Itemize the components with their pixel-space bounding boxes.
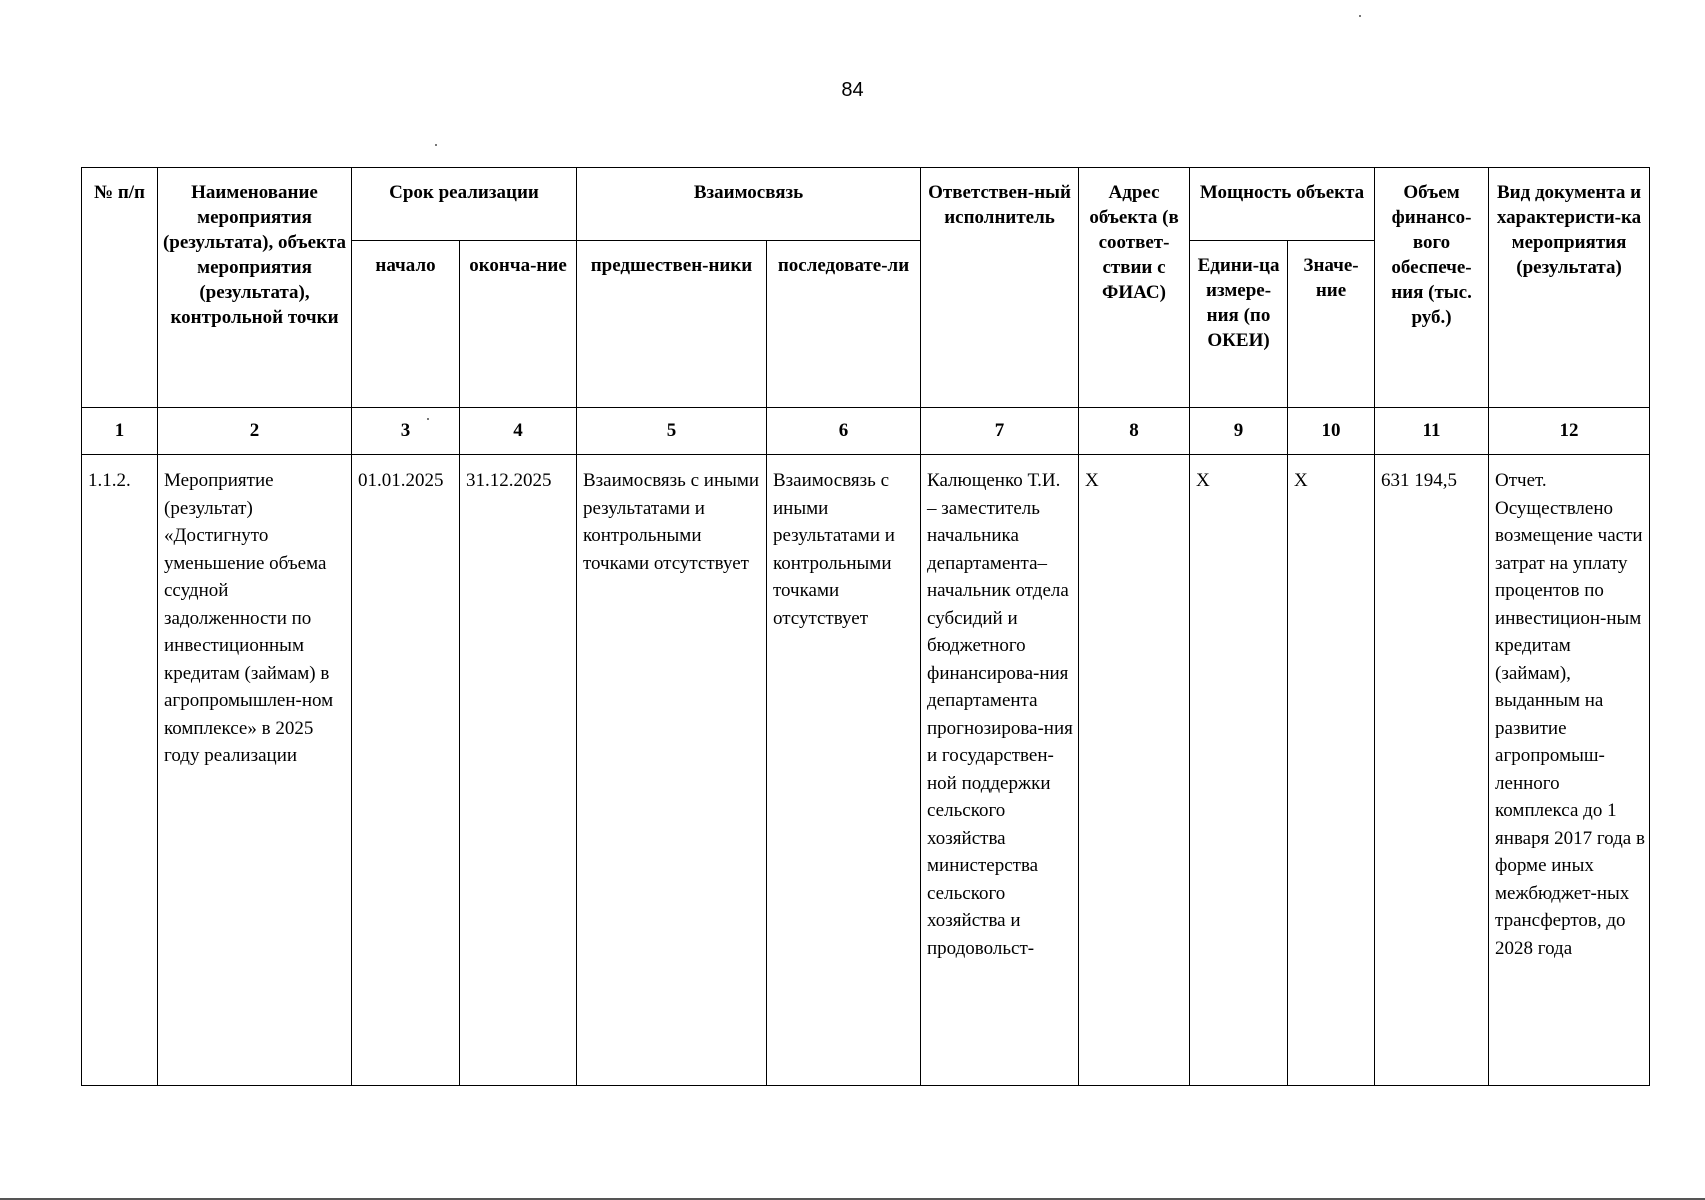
column-number: 7 bbox=[921, 408, 1079, 455]
table-row bbox=[82, 455, 1650, 1086]
header-capacity-value: Значе-ние bbox=[1288, 241, 1375, 408]
column-number: 8 bbox=[1079, 408, 1190, 455]
implementation-plan-table bbox=[81, 167, 1650, 1086]
header-address: Адрес объекта (в соответ-ствии с ФИАС) bbox=[1079, 168, 1190, 408]
header-period-start: начало bbox=[352, 241, 460, 408]
row-name: Мероприятие (результат) «Достигнуто уменьшение объема ссудной задолженности по инвестиционным кредитам (займам) в агропромышлен-ном комплексе» в 2025 году реализации bbox=[158, 455, 352, 1086]
row-successors: Взаимосвязь с иными результатами и контрольными точками отсутствует bbox=[767, 455, 921, 1086]
row-predecessors: Взаимосвязь с иными результатами и контрольными точками отсутствует bbox=[577, 455, 767, 1086]
header-funding: Объем финансо-вого обеспече-ния (тыс. руб.) bbox=[1375, 168, 1489, 408]
header-name: Наименование мероприятия (результата), объекта мероприятия (результата), контрольной точки bbox=[158, 168, 352, 408]
row-responsible: Калющенко Т.И. – заместитель начальника департамента–начальник отдела субсидий и бюджетного финансирова-ния департамента прогнозирова-ния и государствен-ной поддержки сельского хозяйства министерства сельского хозяйства и продовольст- bbox=[921, 455, 1079, 1086]
header-period: Срок реализации bbox=[352, 168, 577, 241]
scan-speck bbox=[1359, 15, 1361, 17]
row-funding: 631 194,5 bbox=[1375, 455, 1489, 1086]
row-unit: X bbox=[1190, 455, 1288, 1086]
row-end-date: 31.12.2025 bbox=[460, 455, 577, 1086]
row-start-date: 01.01.2025 bbox=[352, 455, 460, 1086]
header-capacity: Мощность объекта bbox=[1190, 168, 1375, 241]
scan-speck bbox=[435, 144, 437, 146]
header-relation: Взаимосвязь bbox=[577, 168, 921, 241]
column-number: 3 bbox=[352, 408, 460, 455]
row-doc-type: Отчет. Осуществлено возмещение части затрат на уплату процентов по инвестицион-ным кредитам (займам), выданным на развитие агропромыш-ленного комплекса до 1 января 2017 года в форме иных межбюджет-ных трансфертов, до 2028 года bbox=[1489, 455, 1650, 1086]
header-responsible: Ответствен-ный исполнитель bbox=[921, 168, 1079, 408]
header-relation-next: последовате-ли bbox=[767, 241, 921, 408]
header-period-end: оконча-ние bbox=[460, 241, 577, 408]
row-num: 1.1.2. bbox=[82, 455, 158, 1086]
column-number: 5 bbox=[577, 408, 767, 455]
row-value: X bbox=[1288, 455, 1375, 1086]
column-number: 9 bbox=[1190, 408, 1288, 455]
column-number: 6 bbox=[767, 408, 921, 455]
column-number: 4 bbox=[460, 408, 577, 455]
header-capacity-unit: Едини-ца измере-ния (по ОКЕИ) bbox=[1190, 241, 1288, 408]
row-address: X bbox=[1079, 455, 1190, 1086]
column-number: 1 bbox=[82, 408, 158, 455]
column-number: 11 bbox=[1375, 408, 1489, 455]
header-doc-type: Вид документа и характеристи-ка мероприятия (результата) bbox=[1489, 168, 1650, 408]
table-header-row bbox=[82, 168, 1650, 241]
column-number: 12 bbox=[1489, 408, 1650, 455]
header-relation-prev: предшествен-ники bbox=[577, 241, 767, 408]
header-num: № п/п bbox=[82, 168, 158, 408]
scan-speck bbox=[427, 418, 429, 420]
page-number: 84 bbox=[841, 79, 864, 101]
column-number: 10 bbox=[1288, 408, 1375, 455]
column-number-row bbox=[82, 408, 1650, 455]
column-number: 2 bbox=[158, 408, 352, 455]
